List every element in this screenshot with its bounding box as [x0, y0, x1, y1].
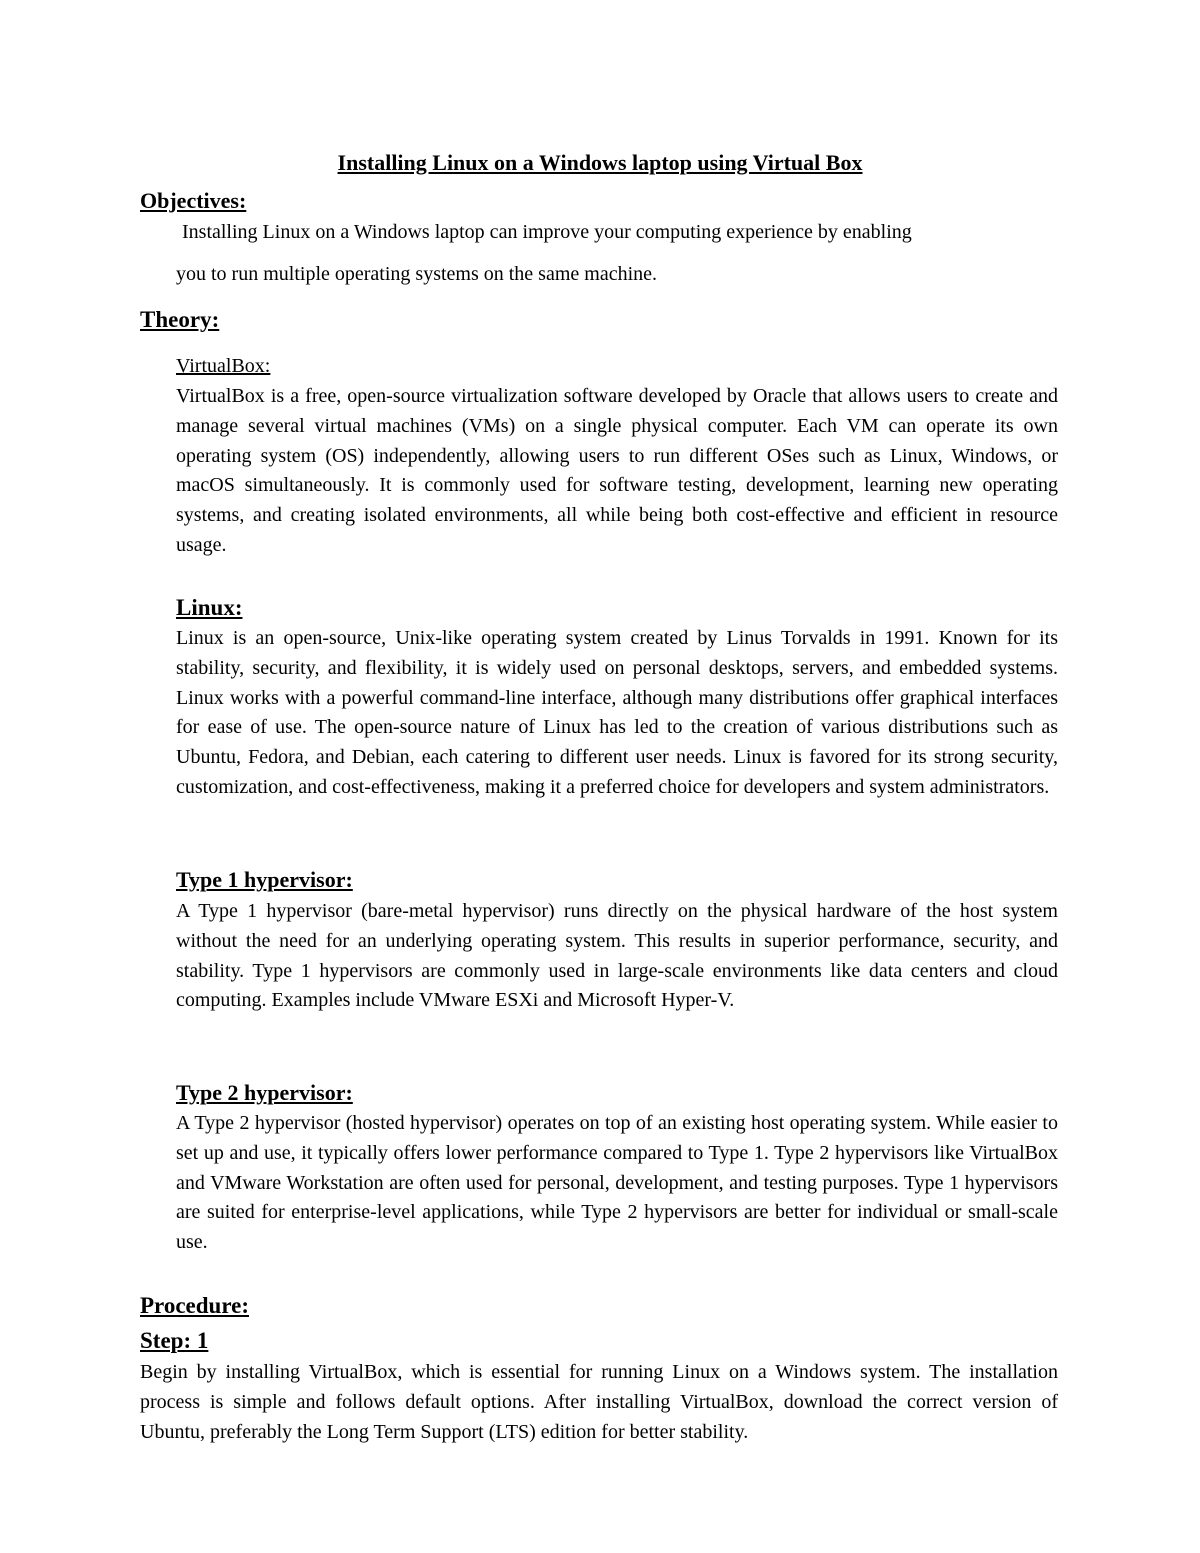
step-1-paragraph: Begin by installing VirtualBox, which is essential for running Linux on a Windows system. The installation process is simple and follows default options. After installing VirtualBox, download the correct version of Ubuntu, preferably the Long Term Support (LTS) edition for better stability. — [140, 1361, 1058, 1443]
theory-heading-colon: : — [211, 307, 220, 332]
virtualbox-paragraph: VirtualBox is a free, open-source virtualization software developed by Oracle that allows users to create and manage several virtual machines (VMs) on a single physical computer. Each VM can operate its own operating system (OS) independently, allowing users to run different OSes such as Linux, Windows, or macOS simultaneously. It is commonly used for software testing, development, learning new operating systems, and creating isolated environments, all while being both cost-effective and efficient in resource usage. — [176, 385, 1058, 556]
procedure-heading: Procedure: — [140, 1293, 250, 1318]
theory-heading-text: Theory — [140, 307, 212, 332]
virtualbox-heading: VirtualBox: — [176, 355, 271, 377]
document-title: Installing Linux on a Windows laptop using Virtual Box — [337, 150, 863, 175]
objectives-text-line-1: Installing Linux on a Windows laptop can improve your computing experience by enabling — [182, 221, 912, 243]
type2-hypervisor-paragraph: A Type 2 hypervisor (hosted hypervisor) operates on top of an existing host operating system. While easier to set up and use, it typically offers lower performance compared to Type 1. Type 2 hypervisors like VirtualBox and VMware Workstation are often used for personal, development, and testing purposes. Type 1 hypervisors are suited for enterprise-level applications, while Type 2 hypervisors are better for individual or small-scale use. — [176, 1112, 1058, 1254]
objectives-heading: Objectives: — [140, 188, 247, 213]
type2-hypervisor-heading: Type 2 hypervisor: — [176, 1080, 353, 1105]
theory-heading — [140, 307, 219, 333]
step-1-heading: Step: 1 — [140, 1328, 209, 1353]
linux-paragraph: Linux is an open-source, Unix-like operating system created by Linus Torvalds in 1991. Known for its stability, security, and flexibility, it is widely used on personal desktops, servers, and embedded systems. Linux works with a powerful command-line interface, although many distributions offer graphical interfaces for ease of use. The open-source nature of Linux has led to the creation of various distributions such as Ubuntu, Fedora, and Debian, each catering to different user needs. Linux is favored for its strong security, customization, and cost-effectiveness, making it a preferred choice for developers and system administrators. — [176, 627, 1058, 798]
objectives-text-line-2: you to run multiple operating systems on the same machine. — [176, 263, 658, 285]
linux-heading: Linux: — [176, 595, 243, 620]
type1-hypervisor-paragraph: A Type 1 hypervisor (bare-metal hypervisor) runs directly on the physical hardware of the host system without the need for an underlying operating system. This results in superior performance, security, and stability. Type 1 hypervisors are commonly used in large-scale environments like data centers and cloud computing. Examples include VMware ESXi and Microsoft Hyper-V. — [176, 900, 1058, 1012]
type1-hypervisor-heading: Type 1 hypervisor: — [176, 867, 353, 892]
